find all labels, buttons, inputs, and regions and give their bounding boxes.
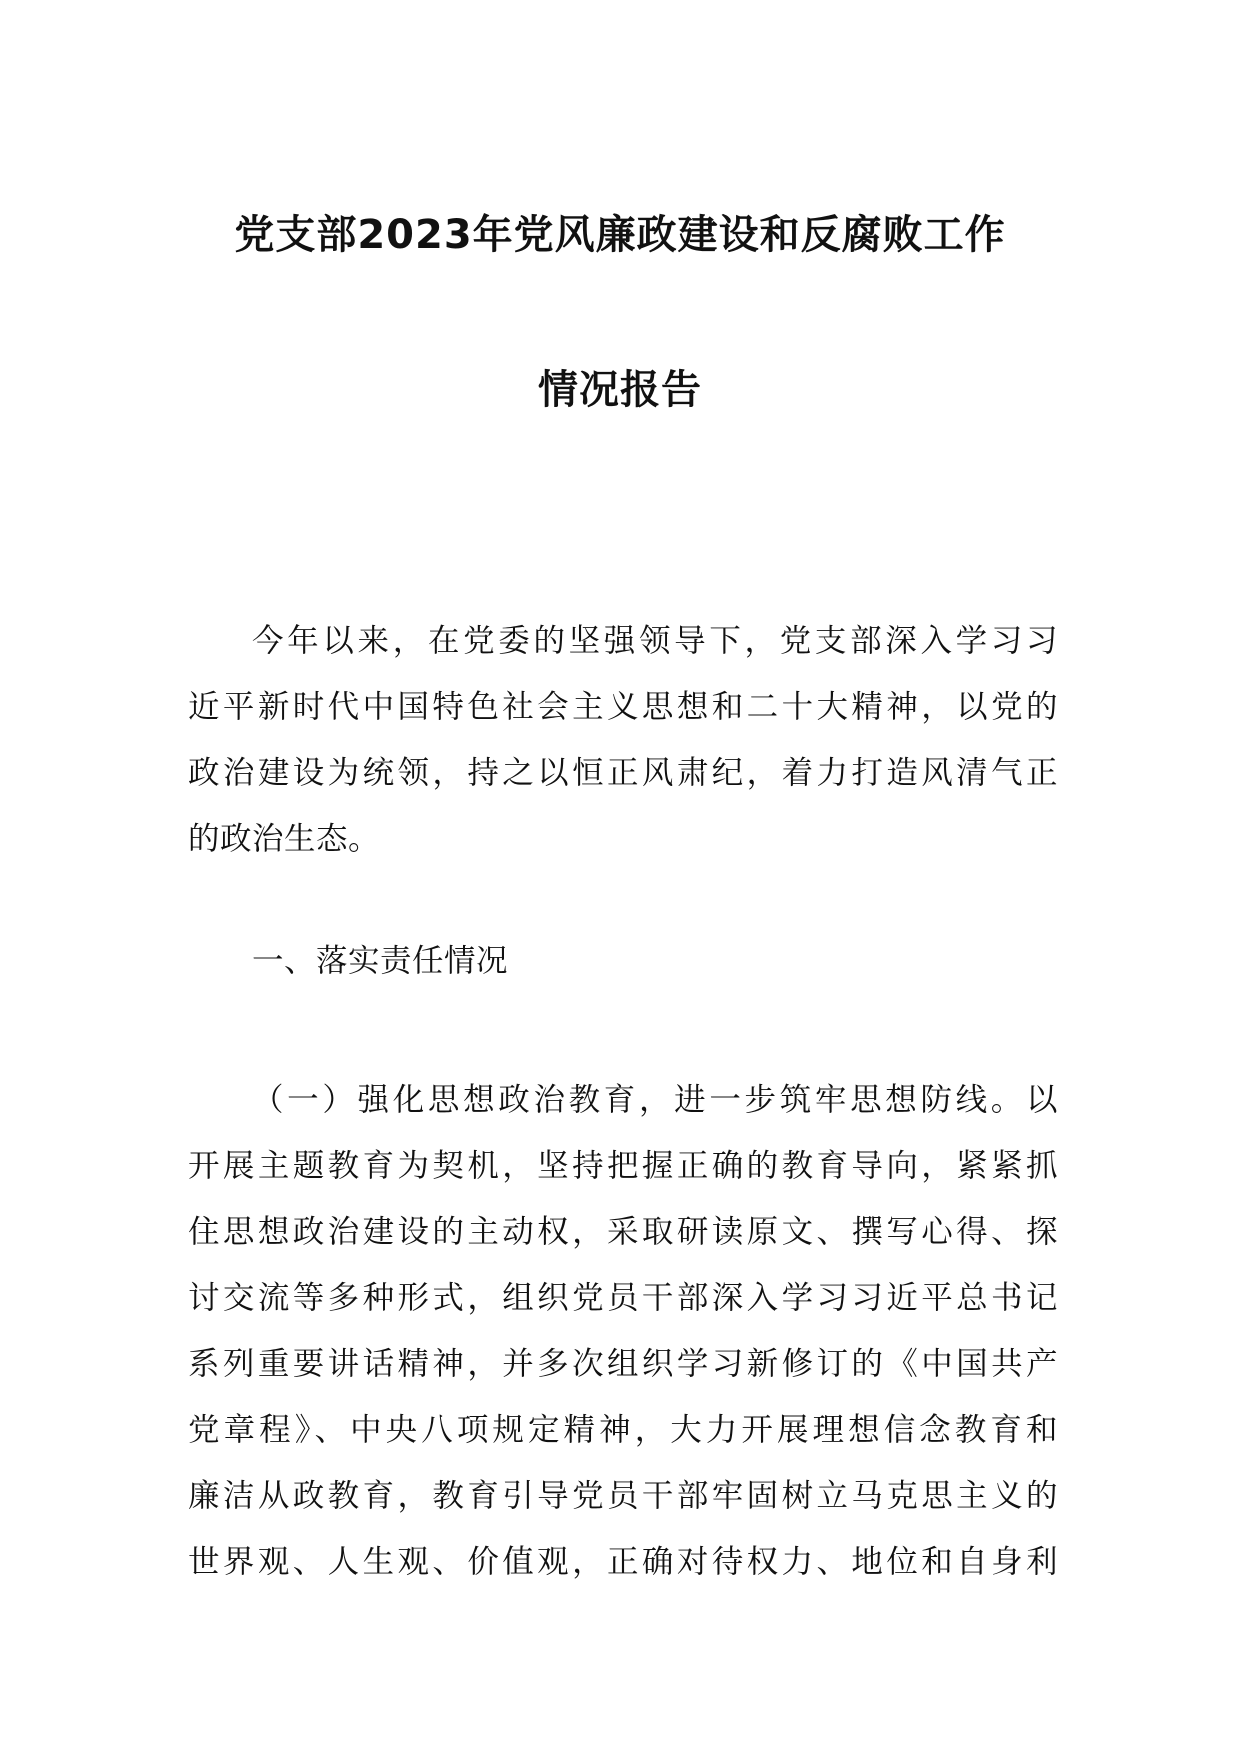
paragraph-line: 党章程》、中央八项规定精神，大力开展理想信念教育和 [188, 1412, 1058, 1448]
section-heading [188, 928, 1058, 994]
paragraph-line: 廉洁从政教育，教育引导党员干部牢固树立马克思主义的 [188, 1478, 1058, 1514]
document-title-line-2: 情况报告 [538, 367, 702, 413]
paragraph-line: 政治建设为统领，持之以恒正风肃纪，着力打造风清气正 [188, 755, 1058, 791]
paragraph-line: 的政治生态。 [188, 821, 381, 857]
paragraph-line: 住思想政治建设的主动权，采取研读原文、撰写心得、探 [188, 1214, 1058, 1250]
paragraph-line: 开展主题教育为契机，坚持把握正确的教育导向，紧紧抓 [188, 1148, 1058, 1184]
paragraph-line: 讨交流等多种形式，组织党员干部深入学习习近平总书记 [188, 1280, 1058, 1316]
document-title-line-1: 党支部2023年党风廉政建设和反腐败工作 [234, 212, 1006, 258]
subsection-paragraph [188, 1067, 1058, 1595]
paragraph-line: 今年以来，在党委的坚强领导下，党支部深入学习习 [252, 623, 1058, 659]
paragraph-line: 世界观、人生观、价值观，正确对待权力、地位和自身利 [188, 1544, 1058, 1580]
paragraph-line: （一）强化思想政治教育，进一步筑牢思想防线。以 [252, 1082, 1058, 1118]
paragraph-line: 系列重要讲话精神，并多次组织学习新修订的《中国共产 [188, 1346, 1058, 1382]
section-heading-text: 一、落实责任情况 [252, 943, 509, 979]
paragraph-line: 近平新时代中国特色社会主义思想和二十大精神，以党的 [188, 689, 1058, 725]
intro-paragraph [188, 608, 1058, 872]
